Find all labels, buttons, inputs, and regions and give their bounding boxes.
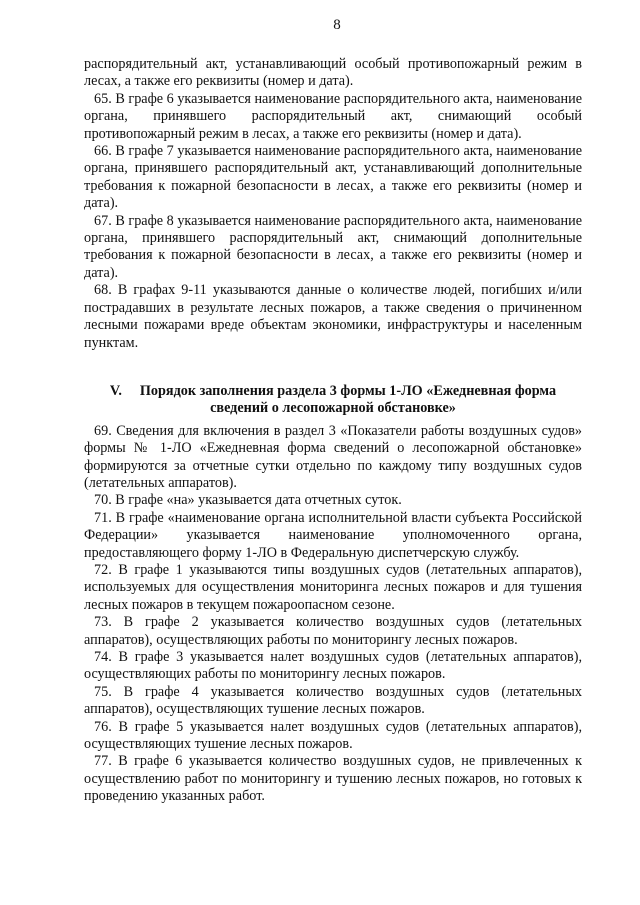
page-number: 8 bbox=[333, 17, 341, 33]
paragraph-68: 68. В графах 9-11 указываются данные о количестве людей, погибших и/или пострадавших в результате лесных пожаров, а также сведения о причиненном лесными пожарами вреде объектам экономики, инфраструктуры и населенным пунктам. bbox=[84, 282, 582, 351]
paragraph-75: 75. В графе 4 указывается количество воздушных судов (летательных аппаратов), осуществляющих тушение лесных пожаров. bbox=[84, 683, 582, 718]
paragraph-72: 72. В графе 1 указываются типы воздушных судов (летательных аппаратов), используемых для осуществления мониторинга лесных пожаров и для тушения лесных пожаров в текущем пожароопасном сезоне. bbox=[84, 561, 582, 613]
document-body-top bbox=[84, 56, 582, 352]
paragraph-continuation: распорядительный акт, устанавливающий особый противопожарный режим в лесах, а также его реквизиты (номер и дата). bbox=[84, 56, 582, 90]
paragraph-65: 65. В графе 6 указывается наименование распорядительного акта, наименование органа, принявшего распорядительный акт, снимающий особый противопожарный режим в лесах, а также его реквизиты (номер и дата). bbox=[84, 90, 582, 142]
paragraph-76: 76. В графе 5 указывается налет воздушных судов (летательных аппаратов), осуществляющих тушение лесных пожаров. bbox=[84, 718, 582, 753]
section-number: V. bbox=[109, 382, 122, 399]
paragraph-70: 70. В графе «на» указывается дата отчетных суток. bbox=[94, 492, 402, 509]
section-title-line-2: сведений о лесопожарной обстановке» bbox=[210, 400, 456, 417]
paragraph-71: 71. В графе «наименование органа исполнительной власти субъекта Российской Федерации» указывается наименование уполномоченного органа, предоставляющего форму 1-ЛО в Федеральную диспетчерскую службу. bbox=[84, 509, 582, 561]
paragraph-66: 66. В графе 7 указывается наименование распорядительного акта, наименование органа, принявшего распорядительный акт, устанавливающий дополнительные требования к пожарной безопасности в лесах, а также его реквизиты (номер и дата). bbox=[84, 143, 582, 212]
section-heading bbox=[84, 383, 582, 418]
paragraph-77: 77. В графе 6 указывается количество воздушных судов, не привлеченных к осуществлению работ по мониторингу и тушению лесных пожаров, но готовых к проведению указанных работ. bbox=[84, 753, 582, 805]
paragraph-67: 67. В графе 8 указывается наименование распорядительного акта, наименование органа, принявшего распорядительный акт, снимающий дополнительные требования к пожарной безопасности в лесах, а также его реквизиты (номер и дата). bbox=[84, 212, 582, 281]
section-title-line-1: Порядок заполнения раздела 3 формы 1-ЛО «Ежедневная форма bbox=[139, 382, 557, 399]
paragraph-74: 74. В графе 3 указывается налет воздушных судов (летательных аппаратов), осуществляющих работы по мониторингу лесных пожаров. bbox=[84, 649, 582, 683]
paragraph-73: 73. В графе 2 указывается количество воздушных судов (летательных аппаратов), осуществляющих работы по мониторингу лесных пожаров. bbox=[84, 614, 582, 648]
section-heading-line-1 bbox=[84, 383, 582, 400]
paragraph-69: 69. Сведения для включения в раздел 3 «Показатели работы воздушных судов» формы № 1-ЛО «Ежедневная форма сведений о лесопожарной обстановке» формируются за отчетные сутки отдельно по каждому типу воздушных судов (летательных аппаратов). bbox=[84, 422, 582, 491]
document-body-bottom bbox=[84, 423, 582, 806]
